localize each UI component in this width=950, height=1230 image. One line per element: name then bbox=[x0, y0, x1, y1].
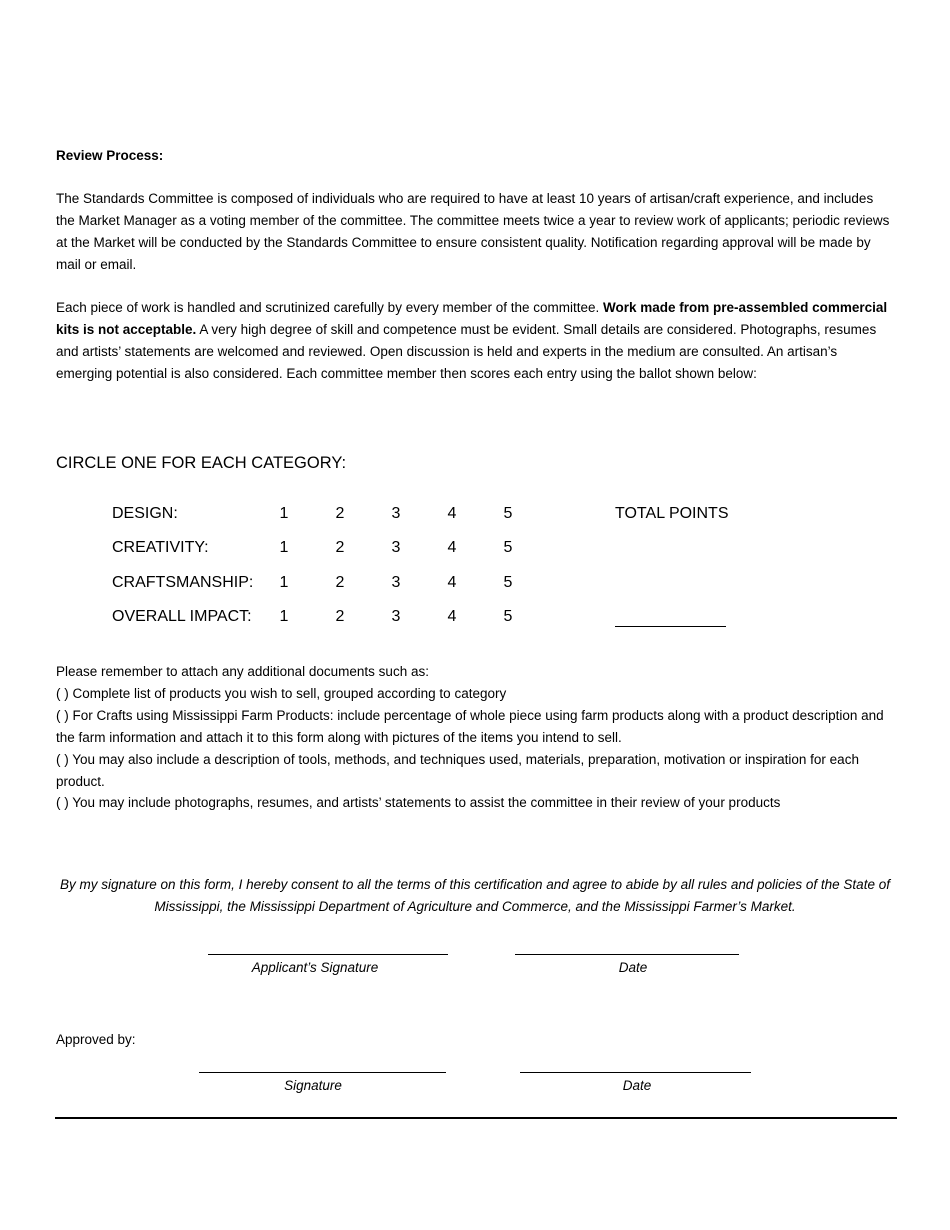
overall-impact-score-5[interactable]: 5 bbox=[503, 608, 513, 625]
creativity-score-1[interactable]: 1 bbox=[279, 539, 289, 556]
attachment-item-photographs: ( ) You may include photographs, resumes, and artists’ statements to assist the committee in their review of your products bbox=[56, 795, 781, 810]
consent-statement: By my signature on this form, I hereby consent to all the terms of this certification and agree to abide by all rules and policies of the State of Mississippi, the Mississippi Department of Agriculture and Commerce, and the Mississippi Farmer’s Market. bbox=[60, 877, 890, 914]
review-paragraph-2-end: A very high degree of skill and competence must be evident. Small details are considered. Photographs, resumes and artists’ statements are welcomed and reviewed. Open discussion is held and experts in the medium are consulted. An artisan’s emerging potential is also considered. Each committee member then scores each entry using the ballot shown below: bbox=[56, 322, 877, 381]
creativity-score-5[interactable]: 5 bbox=[503, 539, 513, 556]
review-paragraph-2-start: Each piece of work is handled and scrutinized carefully by every member of the committee. bbox=[56, 300, 604, 315]
approver-signature-line[interactable] bbox=[199, 1072, 446, 1073]
overall-impact-score-3[interactable]: 3 bbox=[391, 608, 401, 625]
applicant-signature-line[interactable] bbox=[208, 954, 448, 955]
category-overall-impact: OVERALL IMPACT: bbox=[112, 608, 252, 625]
applicant-signature-caption: Applicant’s Signature bbox=[251, 960, 379, 975]
creativity-score-2[interactable]: 2 bbox=[335, 539, 345, 556]
approver-date-line[interactable] bbox=[520, 1072, 751, 1073]
design-score-5[interactable]: 5 bbox=[503, 505, 513, 522]
craftsmanship-score-2[interactable]: 2 bbox=[335, 574, 345, 591]
design-score-1[interactable]: 1 bbox=[279, 505, 289, 522]
approved-by-label: Approved by: bbox=[56, 1032, 136, 1047]
category-craftsmanship: CRAFTSMANSHIP: bbox=[112, 574, 254, 591]
applicant-date-line[interactable] bbox=[515, 954, 739, 955]
craftsmanship-score-3[interactable]: 3 bbox=[391, 574, 401, 591]
kits-not-acceptable-note: Work made from pre-assembled commercial kits is not acceptable. bbox=[56, 300, 888, 337]
attachment-item-product-list: ( ) Complete list of products you wish to sell, grouped according to category bbox=[56, 686, 507, 701]
category-design: DESIGN: bbox=[112, 505, 178, 522]
craftsmanship-score-4[interactable]: 4 bbox=[447, 574, 457, 591]
craftsmanship-score-5[interactable]: 5 bbox=[503, 574, 513, 591]
craftsmanship-score-1[interactable]: 1 bbox=[279, 574, 289, 591]
attachment-item-farm-products: ( ) For Crafts using Mississippi Farm Products: include percentage of whole piece using farm products along with a product description and the farm information and attach it to this form along with pictures of the items you intend to sell. bbox=[56, 708, 884, 745]
attachments-intro: Please remember to attach any additional documents such as: bbox=[56, 664, 429, 679]
review-paragraph-1: The Standards Committee is composed of individuals who are required to have at least 10 years of artisan/craft experience, and includes the Market Manager as a voting member of the committee. The committee meets twice a year to review work of applicants; periodic reviews at the Market will be conducted by the Standards Committee to ensure consistent quality. Notification regarding approval will be made by mail or email. bbox=[56, 191, 890, 272]
ballot-heading: CIRCLE ONE FOR EACH CATEGORY: bbox=[56, 454, 347, 472]
review-paragraph-2 bbox=[56, 297, 894, 385]
overall-impact-score-1[interactable]: 1 bbox=[279, 608, 289, 625]
total-points-blank[interactable] bbox=[615, 626, 726, 627]
creativity-score-3[interactable]: 3 bbox=[391, 539, 401, 556]
creativity-score-4[interactable]: 4 bbox=[447, 539, 457, 556]
overall-impact-score-2[interactable]: 2 bbox=[335, 608, 345, 625]
attachment-item-tools-methods: ( ) You may also include a description of tools, methods, and techniques used, materials, preparation, motivation or inspiration for each product. bbox=[56, 752, 859, 789]
total-points-label: TOTAL POINTS bbox=[615, 505, 729, 522]
overall-impact-score-4[interactable]: 4 bbox=[447, 608, 457, 625]
category-creativity: CREATIVITY: bbox=[112, 539, 209, 556]
review-heading: Review Process: bbox=[56, 148, 164, 163]
design-score-3[interactable]: 3 bbox=[391, 505, 401, 522]
approver-signature-caption: Signature bbox=[284, 1078, 342, 1093]
design-score-4[interactable]: 4 bbox=[447, 505, 457, 522]
bottom-divider bbox=[55, 1117, 897, 1119]
approver-date-caption: Date bbox=[622, 1078, 652, 1093]
applicant-date-caption: Date bbox=[618, 960, 648, 975]
design-score-2[interactable]: 2 bbox=[335, 505, 345, 522]
